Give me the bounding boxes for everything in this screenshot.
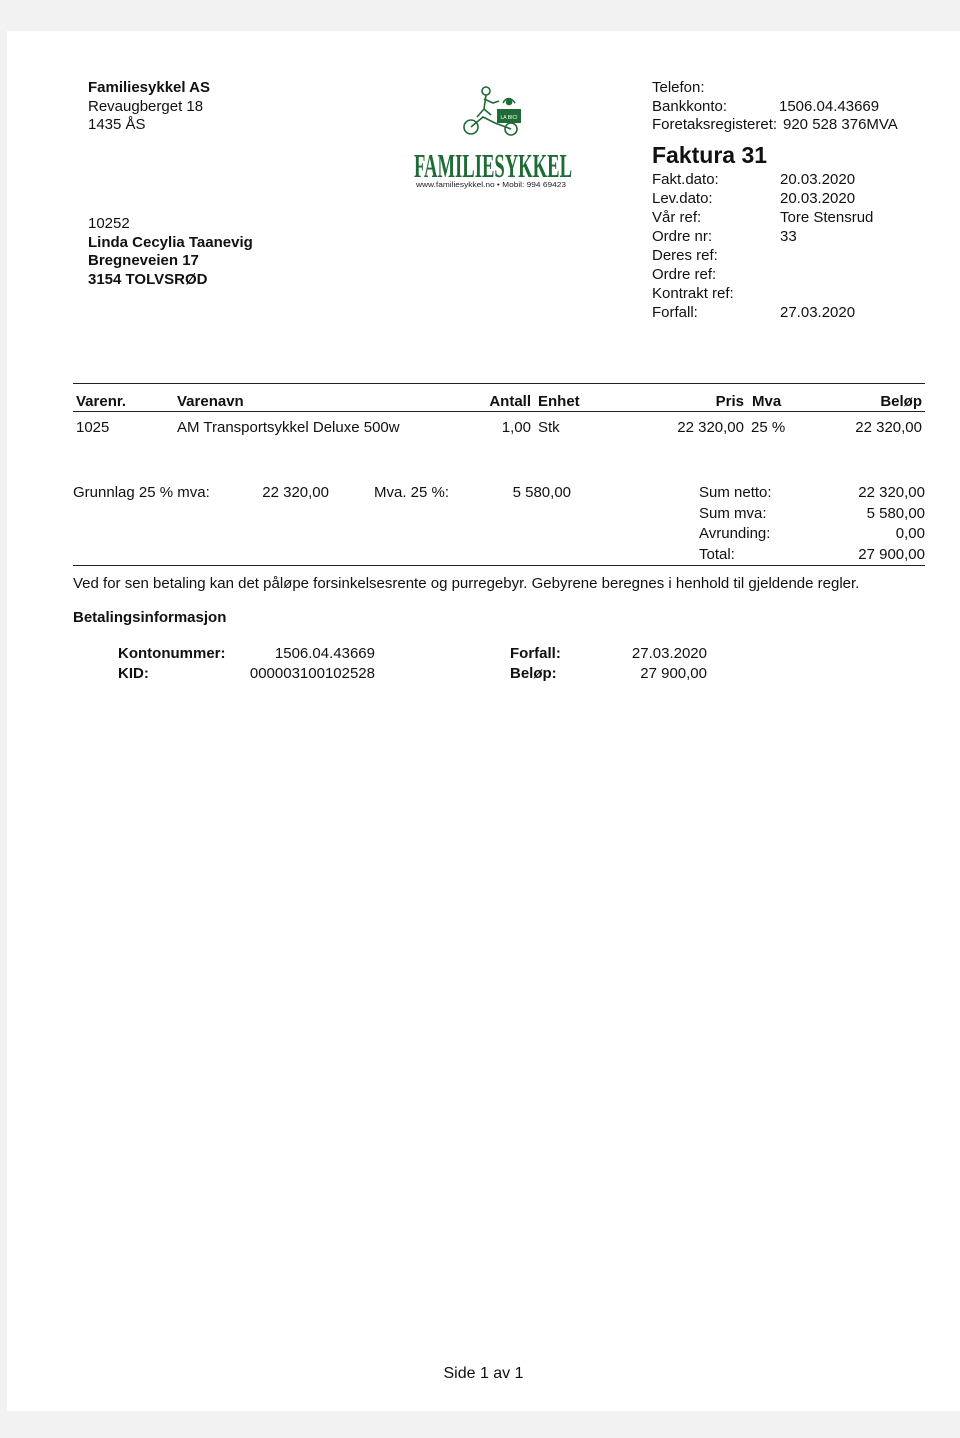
sender-name: Familiesykkel AS bbox=[88, 79, 211, 96]
totals-value: 5 580,00 bbox=[866, 505, 925, 522]
detail-label: Forfall: bbox=[652, 304, 698, 322]
account-label: Kontonummer: bbox=[118, 645, 226, 662]
totals-label: Sum mva: bbox=[699, 505, 767, 522]
amount-value: 27 900,00 bbox=[640, 665, 707, 682]
table-top-rule bbox=[73, 383, 925, 384]
header-vat: Mva bbox=[752, 393, 782, 410]
info-row-org-number bbox=[652, 116, 952, 135]
recipient-city: 3154 TOLVSRØD bbox=[88, 270, 208, 288]
detail-label: Ordre nr: bbox=[652, 228, 713, 246]
header-item-no: Varenr. bbox=[76, 393, 127, 410]
totals-label: Avrunding: bbox=[699, 525, 771, 542]
header-price: Pris bbox=[715, 393, 744, 410]
recipient-name: Linda Cecylia Taanevig bbox=[88, 233, 253, 251]
row-item-no: 1025 bbox=[76, 419, 110, 436]
row-quantity: 1,00 bbox=[501, 419, 531, 436]
info-value: 1506.04.43669 bbox=[779, 97, 880, 115]
table-header-rule bbox=[73, 411, 925, 412]
cargo-bike-logo-icon bbox=[411, 83, 575, 191]
info-label: Bankkonto: bbox=[652, 97, 728, 115]
detail-row bbox=[652, 284, 952, 303]
payment-heading: Betalingsinformasjon bbox=[73, 609, 227, 626]
detail-label: Vår ref: bbox=[652, 209, 702, 227]
header-unit: Enhet bbox=[538, 393, 580, 410]
detail-row bbox=[652, 189, 952, 208]
due-value: 27.03.2020 bbox=[631, 645, 707, 662]
logo-wordmark: FAMILIESYKKEL bbox=[414, 148, 572, 185]
info-label: Foretaksregisteret: bbox=[652, 116, 778, 134]
info-row-phone bbox=[652, 79, 952, 98]
sender-street: Revaugberget 18 bbox=[88, 97, 204, 115]
detail-label: Fakt.dato: bbox=[652, 171, 719, 189]
invoice-info bbox=[652, 79, 952, 322]
company-logo bbox=[411, 83, 575, 191]
totals-label: Total: bbox=[699, 546, 735, 563]
totals-value: 27 900,00 bbox=[858, 546, 925, 563]
row-item-name: AM Transportsykkel Deluxe 500w bbox=[177, 419, 400, 436]
row-price: 22 320,00 bbox=[677, 419, 744, 436]
detail-value: 20.03.2020 bbox=[780, 171, 856, 189]
info-row-bank-account bbox=[652, 98, 952, 117]
header-amount: Beløp bbox=[880, 393, 922, 410]
vat-value: 5 580,00 bbox=[512, 484, 571, 501]
detail-row bbox=[652, 265, 952, 284]
invoice-page bbox=[7, 31, 960, 1411]
account-value: 1506.04.43669 bbox=[274, 645, 375, 662]
sender-city: 1435 ÅS bbox=[88, 116, 146, 133]
header-quantity: Antall bbox=[489, 393, 531, 410]
detail-row bbox=[652, 246, 952, 265]
detail-label: Ordre ref: bbox=[652, 266, 717, 284]
recipient-address bbox=[88, 215, 253, 289]
recipient-street: Bregneveien 17 bbox=[88, 252, 199, 269]
vat-basis-label: Grunnlag 25 % mva: bbox=[73, 484, 210, 501]
detail-label: Kontrakt ref: bbox=[652, 285, 734, 303]
totals-label: Sum netto: bbox=[699, 484, 772, 501]
detail-value: 33 bbox=[780, 228, 797, 246]
late-payment-notice: Ved for sen betaling kan det påløpe forsinkelsesrente og purregebyr. Gebyrene beregnes i henhold til gjeldende regler. bbox=[73, 575, 860, 592]
row-unit: Stk bbox=[538, 419, 560, 436]
kid-value: 000003100102528 bbox=[249, 665, 375, 682]
sender-address bbox=[88, 79, 210, 135]
page-number: Side 1 av 1 bbox=[443, 1365, 524, 1382]
detail-value: 20.03.2020 bbox=[780, 190, 856, 208]
detail-row bbox=[652, 170, 952, 189]
logo-tagline: www.familiesykkel.no • Mobil: 994 69423 bbox=[414, 180, 566, 189]
row-amount: 22 320,00 bbox=[855, 419, 922, 436]
kid-label: KID: bbox=[118, 665, 149, 682]
due-label: Forfall: bbox=[510, 645, 561, 662]
totals-value: 0,00 bbox=[895, 525, 925, 542]
totals-bottom-rule bbox=[73, 565, 925, 566]
amount-label: Beløp: bbox=[510, 665, 557, 682]
vat-label: Mva. 25 %: bbox=[374, 484, 450, 501]
customer-number: 10252 bbox=[88, 215, 130, 232]
invoice-title: Faktura 31 bbox=[652, 142, 768, 169]
detail-value: Tore Stensrud bbox=[780, 209, 874, 227]
info-label: Telefon: bbox=[652, 79, 705, 96]
info-value: 920 528 376MVA bbox=[783, 116, 898, 134]
totals-value: 22 320,00 bbox=[858, 484, 925, 501]
detail-label: Lev.dato: bbox=[652, 190, 713, 208]
svg-text:LA BICI: LA BICI bbox=[500, 115, 518, 121]
detail-row bbox=[652, 208, 952, 227]
detail-label: Deres ref: bbox=[652, 247, 718, 265]
detail-value: 27.03.2020 bbox=[780, 304, 856, 322]
header-item-name: Varenavn bbox=[177, 393, 244, 410]
detail-row bbox=[652, 303, 952, 322]
detail-row bbox=[652, 227, 952, 246]
invoice-details bbox=[652, 170, 952, 322]
vat-basis-value: 22 320,00 bbox=[262, 484, 329, 501]
row-vat: 25 % bbox=[751, 419, 786, 436]
